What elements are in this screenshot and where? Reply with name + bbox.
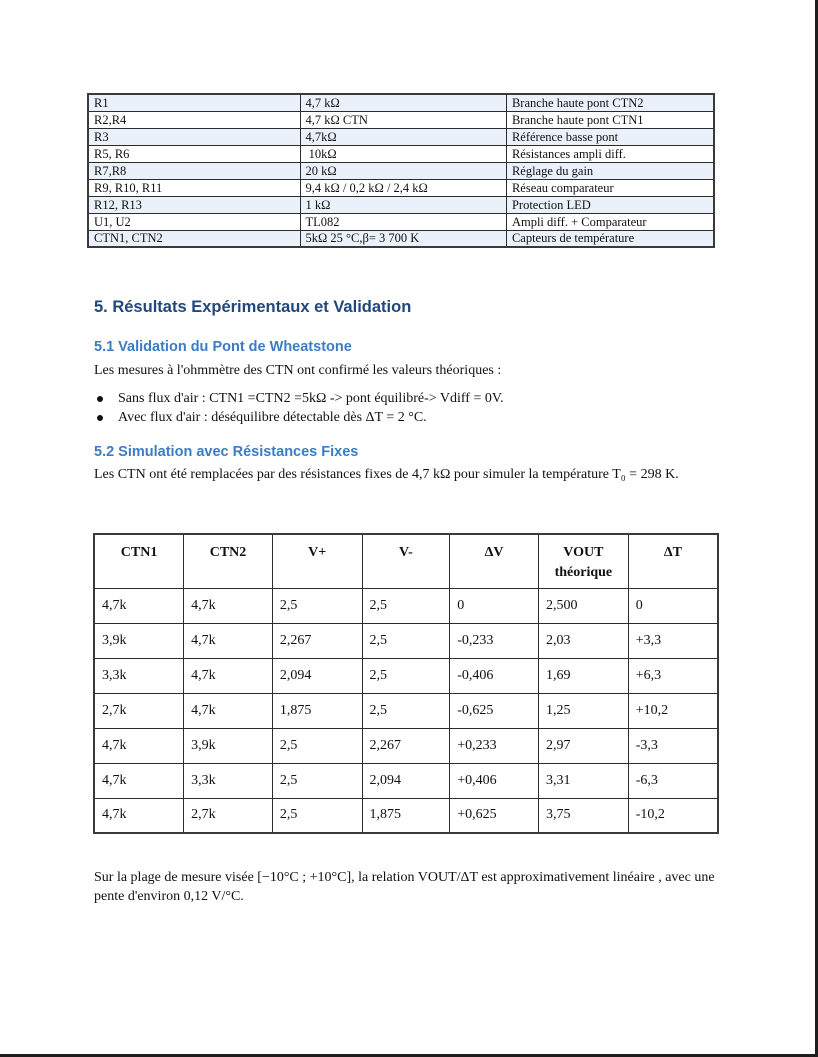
component-role: Branche haute pont CTN1 [506,111,714,128]
cell-vplus: 2,094 [272,658,362,693]
table-row [88,128,714,145]
table-row [94,623,718,658]
cell-delta-v: +0,233 [450,728,539,763]
simulation-table [93,533,719,834]
component-ref: R1 [88,94,300,111]
table-header-row [94,534,718,588]
column-header-delta-t: ΔT [628,534,718,588]
component-role: Référence basse pont [506,128,714,145]
bullet-icon [97,396,103,402]
cell-delta-t: -3,3 [628,728,718,763]
component-ref: R7,R8 [88,162,300,179]
cell-vplus: 2,5 [272,798,362,833]
cell-delta-v: -0,625 [450,693,539,728]
cell-vminus: 1,875 [362,798,450,833]
cell-vout: 2,500 [538,588,628,623]
table-row [88,162,714,179]
cell-vplus: 2,5 [272,728,362,763]
table-row [88,213,714,230]
table-row [88,145,714,162]
cell-vout: 3,31 [538,763,628,798]
component-value: 4,7 kΩ CTN [300,111,506,128]
vout-header-line1: VOUT [563,545,604,560]
component-value: 10kΩ [300,145,506,162]
list-item [94,408,504,427]
subsection-heading-5-2: 5.2 Simulation avec Résistances Fixes [94,444,359,460]
component-role: Réseau comparateur [506,179,714,196]
table-row [88,94,714,111]
list-item [94,389,504,408]
cell-ctn2: 3,9k [184,728,273,763]
table-row [94,693,718,728]
cell-delta-v: +0,406 [450,763,539,798]
cell-ctn2: 3,3k [184,763,273,798]
component-value: 4,7kΩ [300,128,506,145]
table-row [94,763,718,798]
table-row [94,588,718,623]
component-role: Ampli diff. + Comparateur [506,213,714,230]
cell-vplus: 2,267 [272,623,362,658]
component-ref: R2,R4 [88,111,300,128]
bullet-icon [97,415,103,421]
component-value: 9,4 kΩ / 0,2 kΩ / 2,4 kΩ [300,179,506,196]
list-item-text: Sans flux d'air : CTN1 =CTN2 =5kΩ -> pont équilibré-> Vdiff = 0V. [118,391,504,406]
cell-vminus: 2,5 [362,623,450,658]
table-row [94,658,718,693]
column-header-delta-v: ΔV [450,534,539,588]
cell-vminus: 2,267 [362,728,450,763]
cell-ctn2: 4,7k [184,588,273,623]
component-role: Protection LED [506,196,714,213]
cell-ctn1: 4,7k [94,798,184,833]
subsection-heading-5-1: 5.1 Validation du Pont de Wheatstone [94,339,352,355]
cell-vplus: 2,5 [272,763,362,798]
component-role: Résistances ampli diff. [506,145,714,162]
component-ref: R5, R6 [88,145,300,162]
table-row [94,798,718,833]
component-value: TL082 [300,213,506,230]
table-row [94,728,718,763]
table-row [88,230,714,247]
cell-delta-t: -6,3 [628,763,718,798]
component-ref: CTN1, CTN2 [88,230,300,247]
cell-vminus: 2,5 [362,658,450,693]
component-ref: R3 [88,128,300,145]
cell-vminus: 2,5 [362,588,450,623]
column-header-ctn2: CTN2 [184,534,273,588]
component-ref: R12, R13 [88,196,300,213]
component-value: 1 kΩ [300,196,506,213]
cell-vout: 2,03 [538,623,628,658]
cell-ctn1: 4,7k [94,728,184,763]
cell-ctn1: 4,7k [94,588,184,623]
cell-ctn1: 3,9k [94,623,184,658]
cell-vout: 3,75 [538,798,628,833]
cell-ctn1: 3,3k [94,658,184,693]
cell-ctn2: 2,7k [184,798,273,833]
cell-vplus: 2,5 [272,588,362,623]
cell-ctn1: 4,7k [94,763,184,798]
subsection-5-1-intro: Les mesures à l'ohmmètre des CTN ont confirmé les valeurs théoriques : [94,363,502,378]
component-role: Branche haute pont CTN2 [506,94,714,111]
conclusion-paragraph: Sur la plage de mesure visée [−10°C ; +10°C], la relation VOUT/ΔT est approximativement linéaire , avec une pente d'environ 0,12 V/°C. [94,870,715,904]
cell-vminus: 2,5 [362,693,450,728]
cell-delta-v: -0,233 [450,623,539,658]
section-heading-5: 5. Résultats Expérimentaux et Validation [94,298,412,316]
cell-vminus: 2,094 [362,763,450,798]
cell-delta-t: +10,2 [628,693,718,728]
component-role: Réglage du gain [506,162,714,179]
column-header-vminus: V- [362,534,450,588]
cell-delta-t: +6,3 [628,658,718,693]
table-row [88,196,714,213]
cell-delta-v: -0,406 [450,658,539,693]
component-role: Capteurs de température [506,230,714,247]
components-table [87,93,715,248]
cell-vout: 1,25 [538,693,628,728]
cell-delta-t: +3,3 [628,623,718,658]
column-header-vplus: V+ [272,534,362,588]
table-row [88,111,714,128]
cell-ctn2: 4,7k [184,623,273,658]
cell-ctn1: 2,7k [94,693,184,728]
cell-delta-t: 0 [628,588,718,623]
cell-delta-v: +0,625 [450,798,539,833]
validation-bullet-list [94,389,504,427]
column-header-vout [538,534,628,588]
cell-vplus: 1,875 [272,693,362,728]
component-value: 20 kΩ [300,162,506,179]
component-value: 4,7 kΩ [300,94,506,111]
column-header-ctn1: CTN1 [94,534,184,588]
cell-ctn2: 4,7k [184,658,273,693]
cell-ctn2: 4,7k [184,693,273,728]
cell-vout: 1,69 [538,658,628,693]
cell-vout: 2,97 [538,728,628,763]
subsection-5-2-intro: Les CTN ont été remplacées par des résistances fixes de 4,7 kΩ pour simuler la température T₀ = 298 K. [94,467,679,482]
component-value: 5kΩ 25 °C,β= 3 700 K [300,230,506,247]
cell-delta-v: 0 [450,588,539,623]
component-ref: U1, U2 [88,213,300,230]
list-item-text: Avec flux d'air : déséquilibre détectable dès ΔT = 2 °C. [118,410,427,425]
component-ref: R9, R10, R11 [88,179,300,196]
cell-delta-t: -10,2 [628,798,718,833]
vout-header-line2: théorique [554,565,613,580]
table-row [88,179,714,196]
